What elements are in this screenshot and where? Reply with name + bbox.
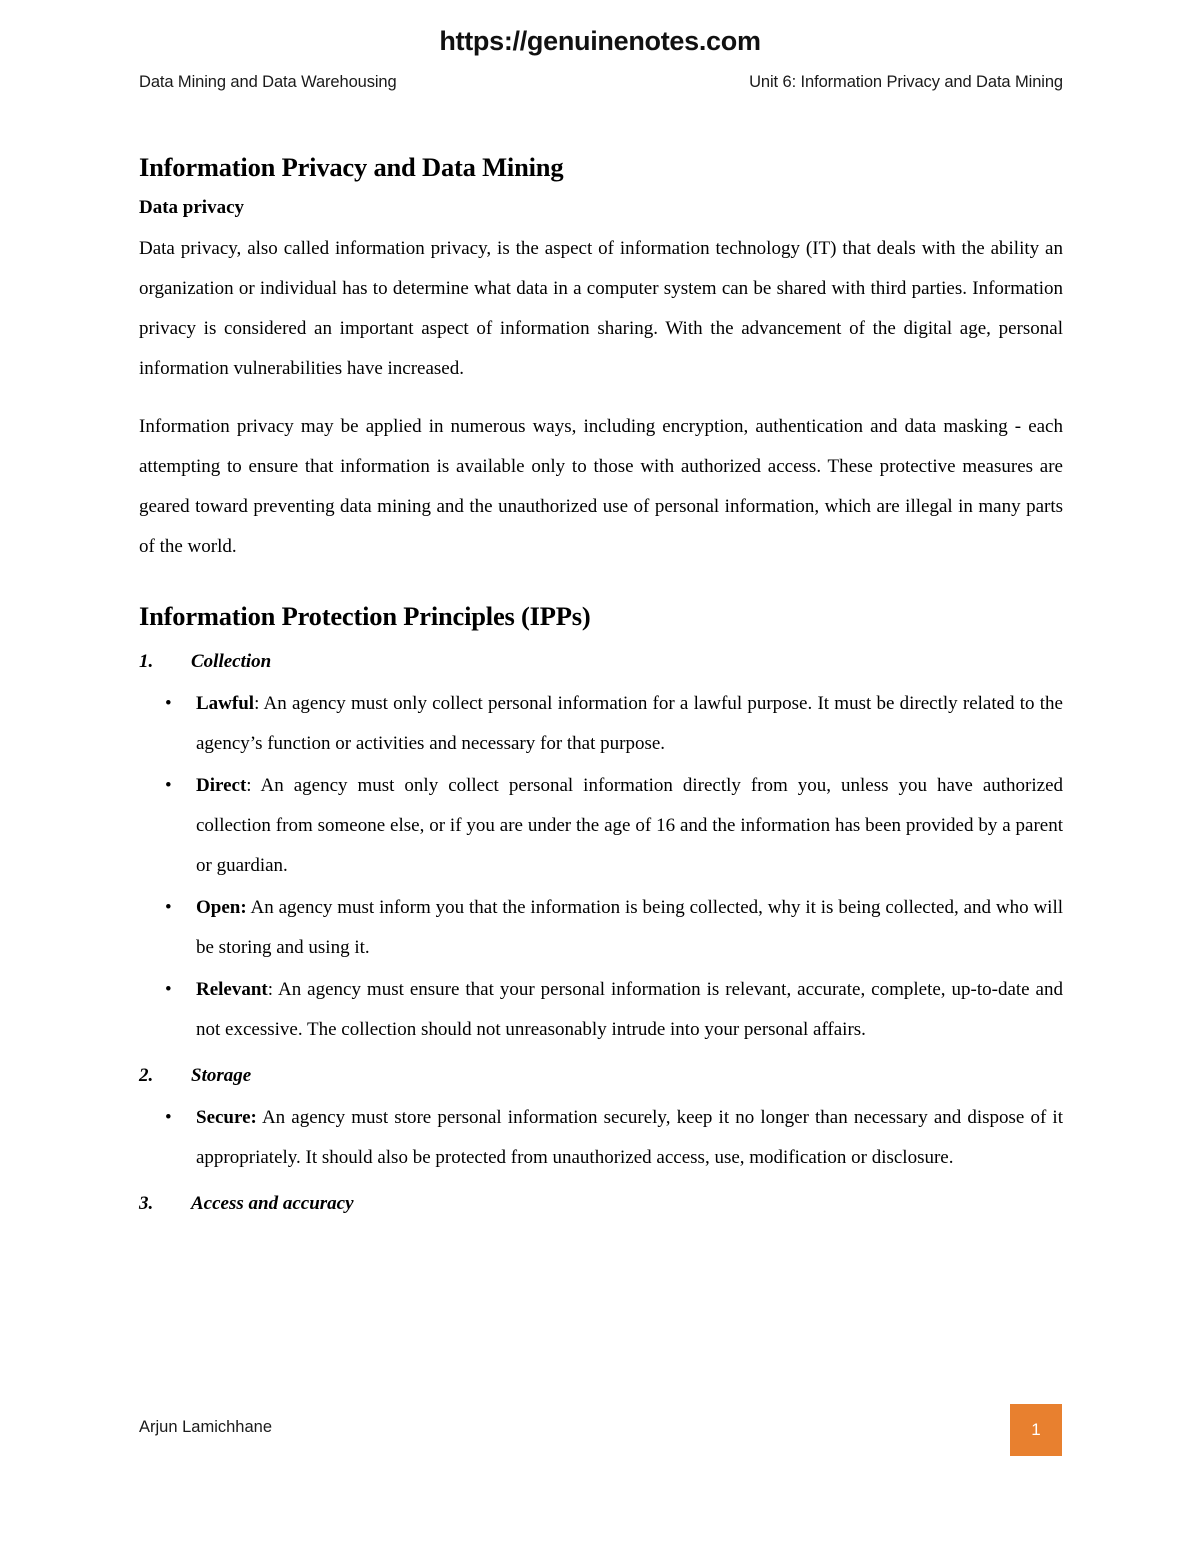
bullet-term: Relevant <box>196 979 268 1001</box>
running-header <box>139 73 1063 92</box>
running-header-right: Unit 6: Information Privacy and Data Mining <box>749 73 1063 91</box>
principle-number: 1. <box>139 651 154 673</box>
principle-name: Access and accuracy <box>191 1193 354 1215</box>
principle-bullet-list <box>139 684 1063 1050</box>
bullet-separator: : <box>246 775 261 797</box>
bullet-term: Secure: <box>196 1107 257 1129</box>
bullet-dot-icon: • <box>165 775 172 797</box>
principle-bullet-list <box>139 1098 1063 1178</box>
list-item <box>139 970 1063 1050</box>
site-watermark: https://genuinenotes.com <box>439 26 761 56</box>
bullet-dot-icon: • <box>165 897 172 919</box>
document-content <box>139 152 1063 1226</box>
bullet-term: Open: <box>196 897 247 919</box>
subsection-heading-data-privacy: Data privacy <box>139 197 245 219</box>
bullet-term: Lawful <box>196 693 255 715</box>
bullet-dot-icon: • <box>165 693 172 715</box>
bullet-term: Direct <box>196 775 247 797</box>
running-header-left: Data Mining and Data Warehousing <box>139 73 397 91</box>
list-item <box>139 766 1063 886</box>
page-number-badge: 1 <box>1010 1404 1062 1456</box>
principle-heading <box>139 1184 1063 1224</box>
bullet-dot-icon: • <box>165 1107 172 1129</box>
bullet-text: An agency must inform you that the information is being collected, why it is being collected, and who will be storing and using it. <box>196 897 1064 959</box>
paragraph-data-privacy-definition: Data privacy, also called information privacy, is the aspect of information technology (IT) that deals with the ability an organization or individual has to determine what data in a computer system can be shared with third parties. Information privacy is considered an important aspect of information sharing. With the advancement of the digital age, personal information vulnerabilities have increased. <box>139 238 1063 380</box>
bullet-separator: : <box>267 979 278 1001</box>
bullet-separator: : <box>254 693 264 715</box>
bullet-dot-icon: • <box>165 979 172 1001</box>
bullet-text: An agency must only collect personal information for a lawful purpose. It must be directly related to the agency’s function or activities and necessary for that purpose. <box>196 693 1063 755</box>
bullet-text: An agency must store personal information securely, keep it no longer than necessary and dispose of it appropriately. It should also be protected from unauthorized access, use, modification or disclosure. <box>196 1107 1063 1169</box>
principle-heading <box>139 1056 1063 1096</box>
bullet-text: An agency must ensure that your personal information is relevant, accurate, complete, up-to-date and not excessive. The collection should not unreasonably intrude into your personal affairs. <box>196 979 1063 1041</box>
list-item <box>139 1098 1063 1178</box>
principle-name: Collection <box>191 651 272 673</box>
page-title: Information Privacy and Data Mining <box>139 152 564 182</box>
principle-name: Storage <box>191 1065 252 1087</box>
bullet-text: An agency must only collect personal information directly from you, unless you have authorized collection from someone else, or if you are under the age of 16 and the information has been provided by a parent or guardian. <box>196 775 1064 877</box>
list-item <box>139 888 1063 968</box>
list-item <box>139 684 1063 764</box>
principle-heading <box>139 642 1063 682</box>
principles-list <box>139 642 1063 1224</box>
principle-number: 2. <box>139 1065 154 1087</box>
section-heading-ipps: Information Protection Principles (IPPs) <box>139 601 591 632</box>
footer-author: Arjun Lamichhane <box>139 1418 272 1436</box>
principle-number: 3. <box>139 1193 154 1215</box>
paragraph-information-privacy-methods: Information privacy may be applied in numerous ways, including encryption, authentication and data masking - each attempting to ensure that information is available only to those with authorized access. These protective measures are geared toward preventing data mining and the unauthorized use of personal information, which are illegal in many parts of the world. <box>139 416 1063 558</box>
